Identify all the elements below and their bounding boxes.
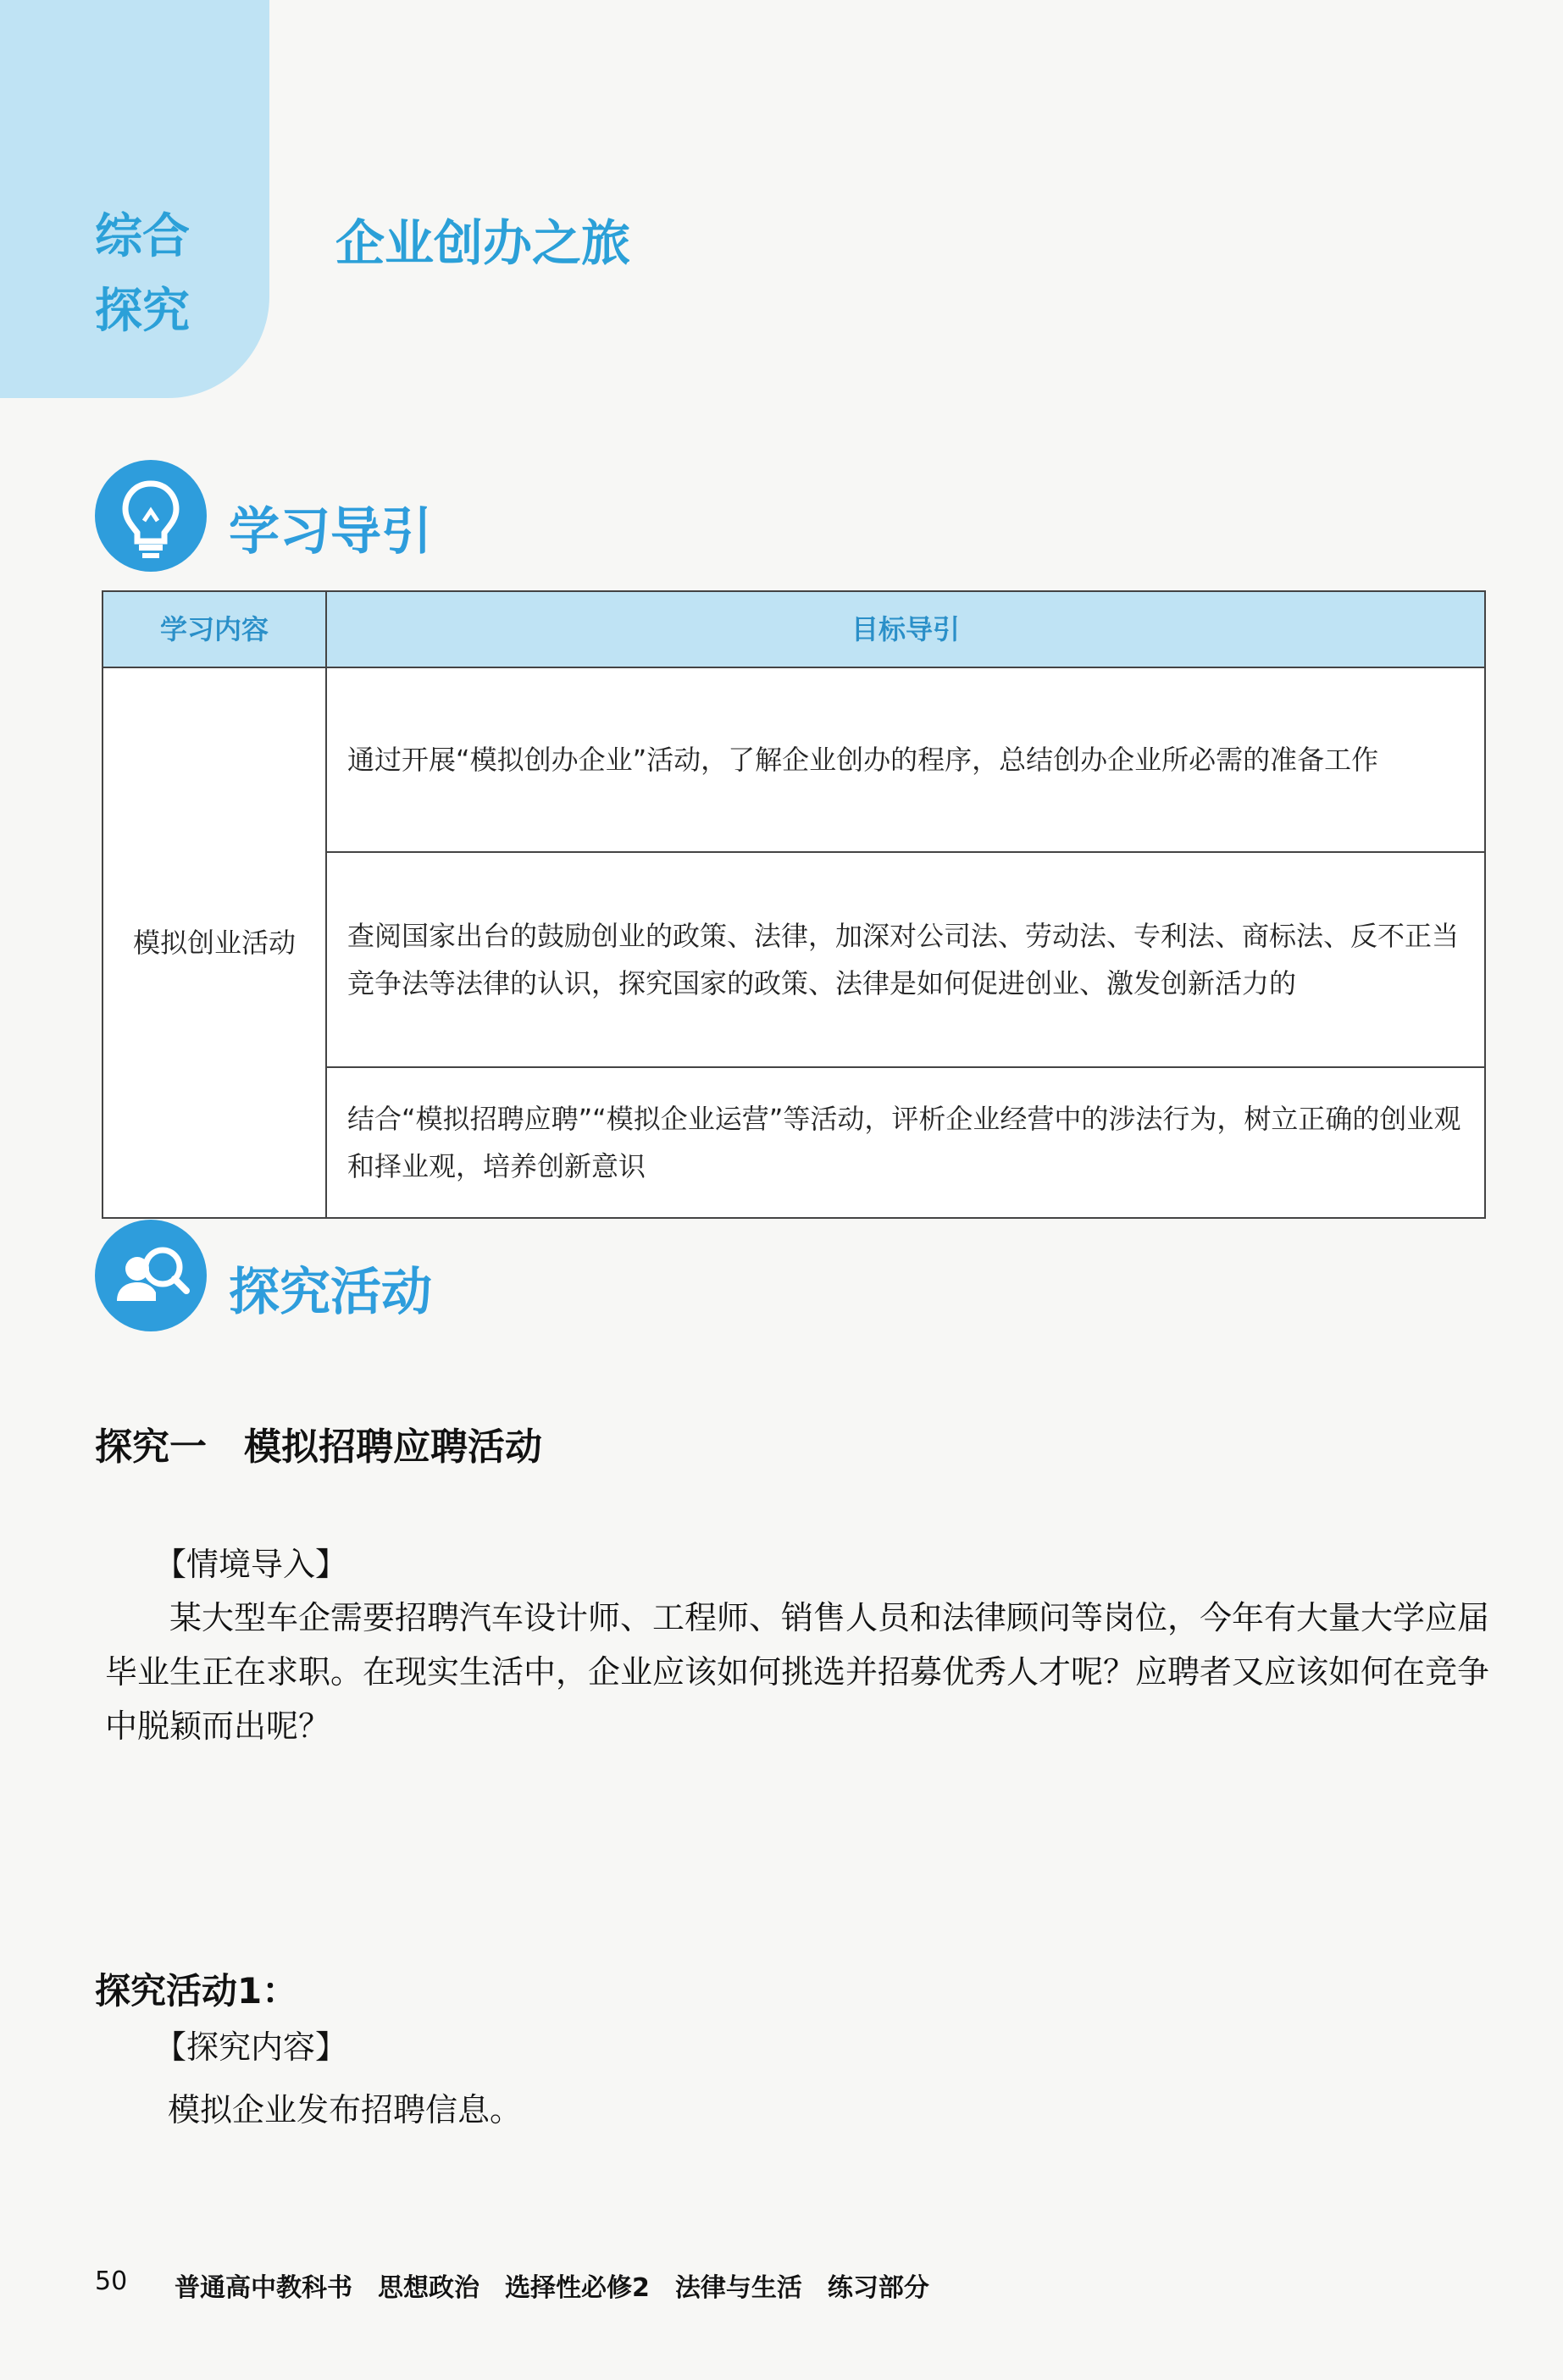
activity-tag: 【探究内容】 xyxy=(154,2029,348,2066)
table-row xyxy=(103,667,1485,852)
explore-sub-heading: 探究一 模拟招聘应聘活动 xyxy=(95,1425,542,1469)
column-header: 目标导引 xyxy=(326,591,1485,667)
activity-text: 模拟企业发布招聘信息。 xyxy=(168,2091,523,2128)
scene-paragraph: 某大型车企需要招聘汽车设计师、工程师、销售人员和法律顾问等岗位，今年有大量大学应届毕业生正在求职。在现实生活中，企业应该如何挑选并招募优秀人才呢？应聘者又应该如何在竞争中脱颖而出呢？ xyxy=(105,1599,1490,1745)
section-tag: 综合探究 xyxy=(95,209,190,339)
column-header: 学习内容 xyxy=(103,591,326,667)
study-guide-table xyxy=(102,590,1486,1219)
activity-heading: 探究活动1： xyxy=(95,1970,298,2012)
scene-tag: 【情境导入】 xyxy=(154,1546,348,1583)
table-header-row xyxy=(103,591,1485,667)
footer-text: 普通高中教科书 思想政治 选择性必修2 法律与生活 练习部分 xyxy=(175,2273,929,2303)
people-search-icon xyxy=(95,1220,207,1331)
lightbulb-icon xyxy=(95,460,207,572)
page-number: 50 xyxy=(95,2267,128,2296)
explore-heading: 探究活动 xyxy=(229,1263,432,1322)
table-goal-cell: 查阅国家出台的鼓励创业的政策、法律，加深对公司法、劳动法、专利法、商标法、反不正当竞争法等法律的认识，探究国家的政策、法律是如何促进创业、激发创新活力的 xyxy=(326,852,1485,1067)
table-goal-cell: 结合“模拟招聘应聘”“模拟企业运营”等活动，评析企业经营中的涉法行为，树立正确的创业观和择业观，培养创新意识 xyxy=(326,1067,1485,1218)
page-title: 企业创办之旅 xyxy=(335,214,631,272)
table-category-cell: 模拟创业活动 xyxy=(103,667,326,1218)
table-goal-cell: 通过开展“模拟创办企业”活动，了解企业创办的程序，总结创办企业所必需的准备工作 xyxy=(326,667,1485,852)
study-guide-heading: 学习导引 xyxy=(229,502,432,562)
